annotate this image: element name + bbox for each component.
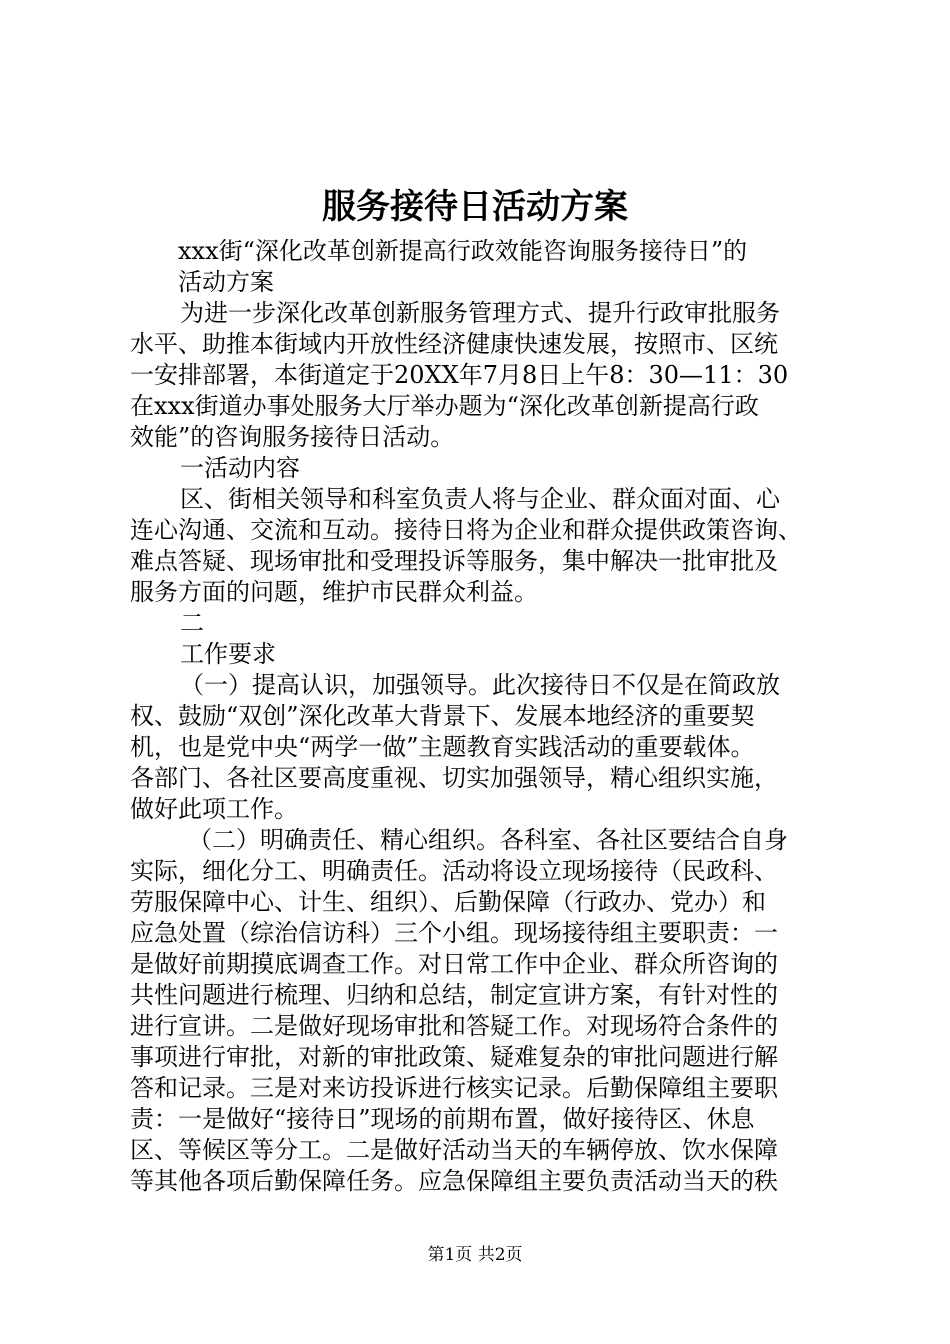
paragraph-content-line: 区、街相关领导和科室负责人将与企业、群众面对面、心 [180,485,780,513]
paragraph-requirement-2-line: 实际，细化分工、明确责任。活动将设立现场接待（民政科、 [130,857,778,885]
paragraph-content-line: 连心沟通、交流和互动。接待日将为企业和群众提供政策咨询、 [130,516,802,544]
paragraph-content-line: 服务方面的问题，维护市民群众利益。 [130,578,538,606]
paragraph-intro-line: 一安排部署，本街道定于20XX年7月8日上午8：30—11：30 [130,361,789,389]
paragraph-requirement-2-line: 事项进行审批，对新的审批政策、疑难复杂的审批问题进行解 [130,1043,778,1071]
paragraph-requirement-2-line: 应急处置（综治信访科）三个小组。现场接待组主要职责：一 [130,919,778,947]
document-title: 服务接待日活动方案 [322,187,628,227]
paragraph-requirement-1-line: 做好此项工作。 [130,795,298,823]
section-number: 二 [180,609,204,637]
page-footer: 第1页 共2页 [427,1245,523,1265]
paragraph-requirement-2-line: 责：一是做好“接待日”现场的前期布置，做好接待区、休息 [130,1105,755,1133]
paragraph-requirement-2-line: 劳服保障中心、计生、组织）、后勤保障（行政办、党办）和 [130,888,766,916]
paragraph-requirement-2-line: （二）明确责任、精心组织。各科室、各社区要结合自身 [188,826,788,854]
paragraph-requirement-2-line: 等其他各项后勤保障任务。应急保障组主要负责活动当天的秩 [130,1167,778,1195]
document-body [130,236,824,1197]
paragraph-requirement-2-line: 进行宣讲。二是做好现场审批和答疑工作。对现场符合条件的 [130,1012,778,1040]
paragraph-requirement-1-line: 权、鼓励“双创”深化改革大背景下、发展本地经济的重要契 [130,702,755,730]
paragraph-requirement-1-line: （一）提高认识，加强领导。此次接待日不仅是在简政放 [180,671,780,699]
paragraph-requirement-2-line: 共性问题进行梳理、归纳和总结，制定宣讲方案，有针对性的 [130,981,778,1009]
section-heading-content: 一活动内容 [180,454,300,482]
subtitle-line-1: xxx街“深化改革创新提高行政效能咨询服务接待日”的 [178,237,748,265]
paragraph-requirement-2-line: 是做好前期摸底调查工作。对日常工作中企业、群众所咨询的 [130,950,778,978]
paragraph-content-line: 难点答疑、现场审批和受理投诉等服务，集中解决一批审批及 [130,547,778,575]
paragraph-requirement-2-line: 答和记录。三是对来访投诉进行核实记录。后勤保障组主要职 [130,1074,778,1102]
paragraph-requirement-2-line: 区、等候区等分工。二是做好活动当天的车辆停放、饮水保障 [130,1136,778,1164]
section-heading-requirements: 工作要求 [180,640,276,668]
paragraph-requirement-1-line: 机，也是党中央“两学一做”主题教育实践活动的重要载体。 [130,733,755,761]
subtitle-line-2: 活动方案 [178,268,274,296]
paragraph-intro-line: 效能”的咨询服务接待日活动。 [130,423,455,451]
paragraph-requirement-1-line: 各部门、各社区要高度重视、切实加强领导，精心组织实施， [130,764,778,792]
paragraph-intro-line: 为进一步深化改革创新服务管理方式、提升行政审批服务 [180,299,780,327]
paragraph-intro-line: 水平、助推本街域内开放性经济健康快速发展，按照市、区统 [130,330,778,358]
paragraph-intro-line: 在xxx街道办事处服务大厅举办题为“深化改革创新提高行政 [130,392,759,420]
